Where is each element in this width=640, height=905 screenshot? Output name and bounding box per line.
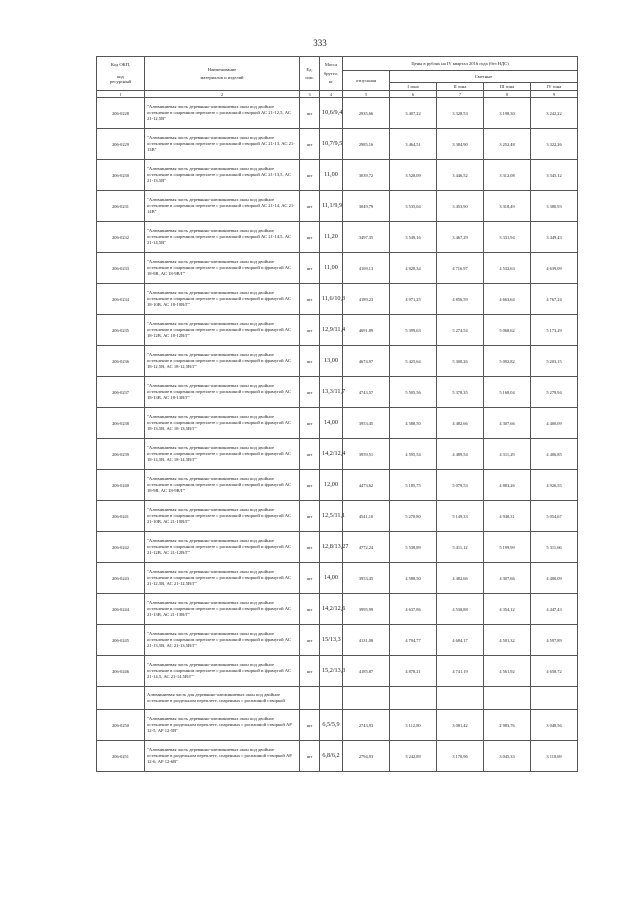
row-price-otpusk: 2794,93: [343, 741, 390, 772]
row-price-zone-1: 3 528,09: [390, 160, 437, 191]
row-unit: шт: [300, 594, 320, 625]
row-mass: 14,00: [320, 563, 343, 594]
row-unit: шт: [300, 439, 320, 470]
row-code: 206-0242: [97, 532, 145, 563]
group-empty-cell: [390, 687, 437, 710]
row-price-zone-3: 4 354,12: [484, 594, 531, 625]
row-code: 206-0235: [97, 315, 145, 346]
row-price-zone-4: 4 400,09: [531, 408, 578, 439]
row-code: 206-0245: [97, 625, 145, 656]
row-price-zone-2: 3 081,42: [437, 710, 484, 741]
row-unit: шт: [300, 656, 320, 687]
col-number: 4: [320, 91, 343, 98]
row-mass: 10,6/9,4: [320, 98, 343, 129]
row-code: 206-0244: [97, 594, 145, 625]
row-price-otpusk: 2985,16: [343, 129, 390, 160]
row-price-zone-3: 4 307,66: [484, 563, 531, 594]
row-price-zone-1: 5 425,64: [390, 346, 437, 377]
row-code: 206-0240: [97, 470, 145, 501]
row-price-otpusk: 3497,35: [343, 222, 390, 253]
row-price-zone-3: 4 311,29: [484, 439, 531, 470]
row-unit: шт: [300, 222, 320, 253]
row-name: "Алюминиевая часть деревянно-алюминиевых окон под двойное остекление в спаренном переплете с распашной створкой АС 21-12,5, АС 21-12,5В": [145, 98, 300, 129]
row-price-zone-4: 3 449,43: [531, 222, 578, 253]
row-price-zone-3: 4 883,26: [484, 470, 531, 501]
group-empty-cell: [531, 687, 578, 710]
row-price-zone-3: 4 307,66: [484, 408, 531, 439]
row-price-otpusk: 4674,97: [343, 346, 390, 377]
row-mass: 15/13,3: [320, 625, 343, 656]
group-empty-cell: [437, 687, 484, 710]
row-unit: шт: [300, 346, 320, 377]
row-unit: шт: [300, 470, 320, 501]
row-mass: 15,2/13,3: [320, 656, 343, 687]
row-name: "Алюминиевая часть деревянно-алюминиевых окон под двойное остекление в спаренном переплете с распашной створкой АС 21-13,5, АС 21-13,5В": [145, 160, 300, 191]
row-unit: шт: [300, 98, 320, 129]
row-mass: 13,00: [320, 346, 343, 377]
row-price-zone-2: 4 684,17: [437, 625, 484, 656]
row-price-zone-3: 2 983,76: [484, 710, 531, 741]
row-price-zone-1: 5 505,56: [390, 377, 437, 408]
row-mass: 11,6/10,3: [320, 284, 343, 315]
header-zone-4: IV зона: [531, 83, 578, 91]
row-price-zone-3: 4 663,64: [484, 284, 531, 315]
col-number: 8: [484, 91, 531, 98]
group-empty-cell: [484, 687, 531, 710]
row-code: 206-0239: [97, 439, 145, 470]
col-number: 3: [300, 91, 320, 98]
header-price-title: Цены в рублях на IV квартал 2016 года (без НДС): [343, 57, 578, 71]
header-zone-1: I зона: [390, 83, 437, 91]
row-price-zone-4: 3 380,93: [531, 191, 578, 222]
row-unit: шт: [300, 191, 320, 222]
row-price-zone-2: 5 411,12: [437, 532, 484, 563]
table-row: [97, 470, 578, 501]
row-name: "Алюминиевая часть деревянно-алюминиевых окон под двойное остекление в спаренном переплете с распашной створкой АС 21-13, АС 21-13В": [145, 129, 300, 160]
row-price-zone-1: 4 828,34: [390, 253, 437, 284]
row-price-zone-1: 4 588,50: [390, 563, 437, 594]
row-price-zone-2: 5 149,33: [437, 501, 484, 532]
col-number: 7: [437, 91, 484, 98]
row-price-otpusk: 4691,89: [343, 315, 390, 346]
row-price-otpusk: 3049,79: [343, 191, 390, 222]
page-number: 333: [313, 38, 327, 48]
row-price-zone-4: 4 597,89: [531, 625, 578, 656]
row-price-zone-3: 3 252,48: [484, 129, 531, 160]
row-price-zone-4: 4 400,09: [531, 563, 578, 594]
row-price-zone-2: 4 741,19: [437, 656, 484, 687]
row-mass: 12,00: [320, 470, 343, 501]
row-price-zone-2: 4 482,66: [437, 563, 484, 594]
row-unit: шт: [300, 408, 320, 439]
table-row: [97, 315, 578, 346]
row-price-zone-4: 5 203,15: [531, 346, 578, 377]
table-row: [97, 710, 578, 741]
row-name: "Алюминиевая часть деревянно-алюминиевых окон под двойное остекление в спаренном переплете с распашной створкой и фрамугой АС 18-10В, АС 18-10В/Г": [145, 284, 300, 315]
row-price-zone-1: 3 535,04: [390, 191, 437, 222]
group-empty-cell: [343, 687, 390, 710]
row-price-zone-4: 4 406,85: [531, 439, 578, 470]
row-price-zone-4: 5 054,67: [531, 501, 578, 532]
row-price-zone-1: 4 794,77: [390, 625, 437, 656]
row-price-zone-1: 3 242,89: [390, 741, 437, 772]
row-price-otpusk: 3995,99: [343, 594, 390, 625]
row-code: 206-0236: [97, 346, 145, 377]
row-price-otpusk: 4541,10: [343, 501, 390, 532]
row-price-otpusk: 3953,45: [343, 563, 390, 594]
row-mass: 12,8/13,27: [320, 532, 343, 563]
row-price-zone-4: 4 926,55: [531, 470, 578, 501]
row-price-otpusk: 2935,66: [343, 98, 390, 129]
row-mass: 11,00: [320, 253, 343, 284]
row-mass: 14,2/12,6: [320, 594, 343, 625]
header-mass: Масса брутто, кг: [320, 57, 343, 91]
header-zone-3: III зона: [484, 83, 531, 91]
row-price-zone-2: 3 328,53: [437, 98, 484, 129]
row-price-otpusk: 2743,93: [343, 710, 390, 741]
table-row: [97, 222, 578, 253]
row-unit: шт: [300, 284, 320, 315]
row-name: "Алюминиевая часть деревянно-алюминиевых окон под двойное остекление в спаренном переплете с распашной створкой и фрамугой АС 21-13,5В, АС 21-13,5В/Г": [145, 625, 300, 656]
row-price-zone-3: 4 532,63: [484, 253, 531, 284]
header-code: Код ОКП, код ресурсный: [97, 57, 145, 91]
row-price-zone-2: 3 170,96: [437, 741, 484, 772]
row-name: "Алюминиевая часть деревянно-алюминиевых окон под двойное остекление в раздельном переплете, спаренных с распашной створкой АР 12-6, АР 12-6В": [145, 741, 300, 772]
row-price-zone-3: 3 045,33: [484, 741, 531, 772]
row-price-zone-1: 3 407,22: [390, 98, 437, 129]
row-name: "Алюминиевая часть деревянно-алюминиевых окон под двойное остекление в спаренном переплете с распашной створкой и фрамугой АС 21-12,5В, АС 21-12,5В/Г": [145, 563, 300, 594]
row-unit: шт: [300, 563, 320, 594]
row-mass: 11,20: [320, 222, 343, 253]
header-smetnye: Сметные: [390, 71, 578, 83]
row-unit: шт: [300, 253, 320, 284]
table-row: [97, 656, 578, 687]
row-name: "Алюминиевая часть деревянно-алюминиевых окон под двойное остекление в спаренном переплете с распашной створкой и фрамугой АС 21-10В, АС 21-10В/Г": [145, 501, 300, 532]
table-row: [97, 129, 578, 160]
row-code: 206-0250: [97, 710, 145, 741]
table-body: [97, 91, 578, 772]
row-price-zone-3: 3 318,49: [484, 191, 531, 222]
row-price-zone-1: 5 399,63: [390, 315, 437, 346]
row-price-zone-1: 3 464,51: [390, 129, 437, 160]
row-price-otpusk: 3953,45: [343, 408, 390, 439]
row-price-zone-3: 5 168,04: [484, 377, 531, 408]
row-price-zone-2: 5 079,53: [437, 470, 484, 501]
row-unit: шт: [300, 377, 320, 408]
group-code-cell: [97, 687, 145, 710]
row-name: "Алюминиевая часть деревянно-алюминиевых окон под двойное остекление в спаренном переплете с распашной створкой и фрамугой АС 18-9В, АС 18-9В/Г": [145, 253, 300, 284]
row-price-zone-3: 5 199,99: [484, 532, 531, 563]
row-price-zone-3: 5 068,62: [484, 315, 531, 346]
group-heading: Алюминиевая часть для деревянно-алюминиевых окон под двойное остекление в раздельном переплете, спаренных с распашной створкой: [145, 687, 300, 710]
row-price-zone-3: 4 948,31: [484, 501, 531, 532]
row-price-zone-3: 4 561,92: [484, 656, 531, 687]
row-price-otpusk: 3039,72: [343, 160, 390, 191]
row-price-zone-1: 4 588,50: [390, 408, 437, 439]
row-name: "Алюминиевая часть деревянно-алюминиевых окон под двойное остекление в раздельном переплете, спаренных с распашной створкой АР 12-5, АР 12-5В": [145, 710, 300, 741]
row-price-zone-2: 5 300,26: [437, 346, 484, 377]
row-price-zone-4: 5 173,29: [531, 315, 578, 346]
row-price-zone-4: 3 048,56: [531, 710, 578, 741]
row-mass: 14,2/12,4: [320, 439, 343, 470]
row-unit: шт: [300, 532, 320, 563]
row-price-zone-2: 3 453,90: [437, 191, 484, 222]
row-unit: шт: [300, 625, 320, 656]
row-code: 206-0246: [97, 656, 145, 687]
row-price-zone-4: 3 110,69: [531, 741, 578, 772]
column-number-row: [97, 91, 578, 98]
row-unit: шт: [300, 129, 320, 160]
row-mass: 6,8/6,2: [320, 741, 343, 772]
row-price-zone-1: 5 270,80: [390, 501, 437, 532]
row-price-zone-2: 4 856,59: [437, 284, 484, 315]
row-name: "Алюминиевая часть деревянно-алюминиевых окон под двойное остекление в спаренном переплете с распашной створкой и фрамугой АС 18-14,5В, АС 18-14,5В/Г": [145, 439, 300, 470]
row-name: "Алюминиевая часть деревянно-алюминиевых окон под двойное остекление в спаренном переплете с распашной створкой и фрамугой АС 18-12,5В, АС 18-12,5В/Г": [145, 346, 300, 377]
row-name: "Алюминиевая часть деревянно-алюминиевых окон под двойное остекление в спаренном переплете с распашной створкой и фрамугой АС 21-13В, АС 21-13В/Г": [145, 594, 300, 625]
row-name: "Алюминиевая часть деревянно-алюминиевых окон под двойное остекление в спаренном переплете с распашной створкой и фрамугой АС 18-13,5В, АС 18-13,5В/Г": [145, 408, 300, 439]
row-unit: шт: [300, 501, 320, 532]
table-row: [97, 741, 578, 772]
row-price-zone-1: 4 637,86: [390, 594, 437, 625]
row-name: "Алюминиевая часть деревянно-алюминиевых окон под двойное остекление в спаренном переплете с распашной створкой и фрамугой АС 18-13В, АС 18-13В/Г": [145, 377, 300, 408]
row-mass: 13,3/11,7: [320, 377, 343, 408]
row-name: "Алюминиевая часть деревянно-алюминиевых окон под двойное остекление в спаренном переплете с распашной створкой и фрамугой АС 21-14,5, АС 21-14,5В/Г": [145, 656, 300, 687]
row-price-zone-1: 4 971,25: [390, 284, 437, 315]
table-row: [97, 625, 578, 656]
row-price-otpusk: 4189,23: [343, 284, 390, 315]
col-number: 1: [97, 91, 145, 98]
row-code: 206-0230: [97, 160, 145, 191]
row-code: 206-0243: [97, 563, 145, 594]
header-zone-2: II зона: [437, 83, 484, 91]
row-price-zone-3: 3 331,94: [484, 222, 531, 253]
row-price-zone-3: 3 198,30: [484, 98, 531, 129]
table-row: [97, 253, 578, 284]
row-name: "Алюминиевая часть деревянно-алюминиевых окон под двойное остекление в спаренном переплете с распашной створкой и фрамугой АС 21-12В, АС 21-12В/Г": [145, 532, 300, 563]
row-price-zone-3: 3 312,08: [484, 160, 531, 191]
row-unit: шт: [300, 315, 320, 346]
row-code: 206-0234: [97, 284, 145, 315]
table-row: [97, 501, 578, 532]
row-mass: 12,9/11,4: [320, 315, 343, 346]
row-mass: 12,5/11,1: [320, 501, 343, 532]
row-price-otpusk: 3959,51: [343, 439, 390, 470]
table-row: [97, 98, 578, 129]
col-number: 9: [531, 91, 578, 98]
row-mass: 10,7/9,5: [320, 129, 343, 160]
col-number: 5: [343, 91, 390, 98]
row-code: 206-0232: [97, 222, 145, 253]
row-price-zone-2: 4 482,66: [437, 408, 484, 439]
row-mass: 11,1/9,9: [320, 191, 343, 222]
row-price-zone-3: 4 501,32: [484, 625, 531, 656]
row-price-zone-2: 3 384,90: [437, 129, 484, 160]
row-code: 206-0229: [97, 129, 145, 160]
table-row: [97, 439, 578, 470]
row-price-zone-2: 4 530,88: [437, 594, 484, 625]
row-price-zone-4: 5 311,66: [531, 532, 578, 563]
row-price-otpusk: 4473,62: [343, 470, 390, 501]
header-name: Наименование материалов и изделий: [145, 57, 300, 91]
row-unit: шт: [300, 710, 320, 741]
col-number: 6: [390, 91, 437, 98]
row-unit: шт: [300, 160, 320, 191]
row-price-zone-3: 5 092,82: [484, 346, 531, 377]
row-name: "Алюминиевая часть деревянно-алюминиевых окон под двойное остекление в спаренном переплете с распашной створкой и фрамугой АС 18-9В, АС 18-9В/Г": [145, 470, 300, 501]
row-price-zone-4: 4 658,72: [531, 656, 578, 687]
header-otpusk: отпускная: [343, 71, 390, 91]
row-price-zone-4: 4 639,09: [531, 253, 578, 284]
row-price-zone-1: 4 878,21: [390, 656, 437, 687]
row-price-zone-2: 4 716,97: [437, 253, 484, 284]
row-price-otpusk: 4772,24: [343, 532, 390, 563]
table-row: [97, 284, 578, 315]
table-row: [97, 346, 578, 377]
row-code: 206-0228: [97, 98, 145, 129]
row-mass: 14,00: [320, 408, 343, 439]
row-mass: 6,5/5,9: [320, 710, 343, 741]
price-table: [96, 56, 578, 772]
table-row: [97, 563, 578, 594]
row-price-otpusk: 4743,57: [343, 377, 390, 408]
row-code: 206-0231: [97, 191, 145, 222]
row-price-otpusk: 4169,13: [343, 253, 390, 284]
row-name: "Алюминиевая часть деревянно-алюминиевых окон под двойное остекление в спаренном переплете с распашной створкой АС 21-14, АС 21-14В": [145, 191, 300, 222]
row-code: 206-0237: [97, 377, 145, 408]
row-price-zone-1: 3 549,16: [390, 222, 437, 253]
row-price-zone-4: 4 447,43: [531, 594, 578, 625]
header-unit: Ед. изм.: [300, 57, 320, 91]
row-price-zone-2: 3 446,52: [437, 160, 484, 191]
row-price-zone-4: 3 242,22: [531, 98, 578, 129]
row-price-zone-1: 4 595,54: [390, 439, 437, 470]
row-price-otpusk: 4185,87: [343, 656, 390, 687]
row-name: "Алюминиевая часть деревянно-алюминиевых окон под двойное остекление в спаренном переплете с распашной створкой АС 21-14,5, АС 21-14,5В": [145, 222, 300, 253]
col-number: 2: [145, 91, 300, 98]
row-price-zone-2: 5 378,35: [437, 377, 484, 408]
group-row: [97, 687, 578, 710]
table-row: [97, 594, 578, 625]
row-price-otpusk: 4131,08: [343, 625, 390, 656]
row-price-zone-4: 3 345,12: [531, 160, 578, 191]
table-row: [97, 532, 578, 563]
table-row: [97, 408, 578, 439]
row-unit: шт: [300, 741, 320, 772]
table-row: [97, 191, 578, 222]
row-code: 206-0251: [97, 741, 145, 772]
row-code: 206-0238: [97, 408, 145, 439]
row-price-zone-2: 5 274,54: [437, 315, 484, 346]
row-code: 206-0233: [97, 253, 145, 284]
row-code: 206-0241: [97, 501, 145, 532]
row-price-zone-4: 4 767,24: [531, 284, 578, 315]
group-empty-cell: [300, 687, 320, 710]
row-price-zone-1: 5 185,75: [390, 470, 437, 501]
row-price-zone-2: 4 489,54: [437, 439, 484, 470]
row-price-zone-4: 5 279,94: [531, 377, 578, 408]
group-empty-cell: [320, 687, 343, 710]
row-price-zone-4: 3 322,26: [531, 129, 578, 160]
table-row: [97, 377, 578, 408]
row-name: "Алюминиевая часть деревянно-алюминиевых окон под двойное остекление в спаренном переплете с распашной створкой и фрамугой АС 18-12В, АС 18-12В/Г": [145, 315, 300, 346]
row-mass: 11,00: [320, 160, 343, 191]
table-row: [97, 160, 578, 191]
row-price-zone-2: 3 467,29: [437, 222, 484, 253]
row-price-zone-1: 3 112,80: [390, 710, 437, 741]
row-price-zone-1: 5 538,89: [390, 532, 437, 563]
